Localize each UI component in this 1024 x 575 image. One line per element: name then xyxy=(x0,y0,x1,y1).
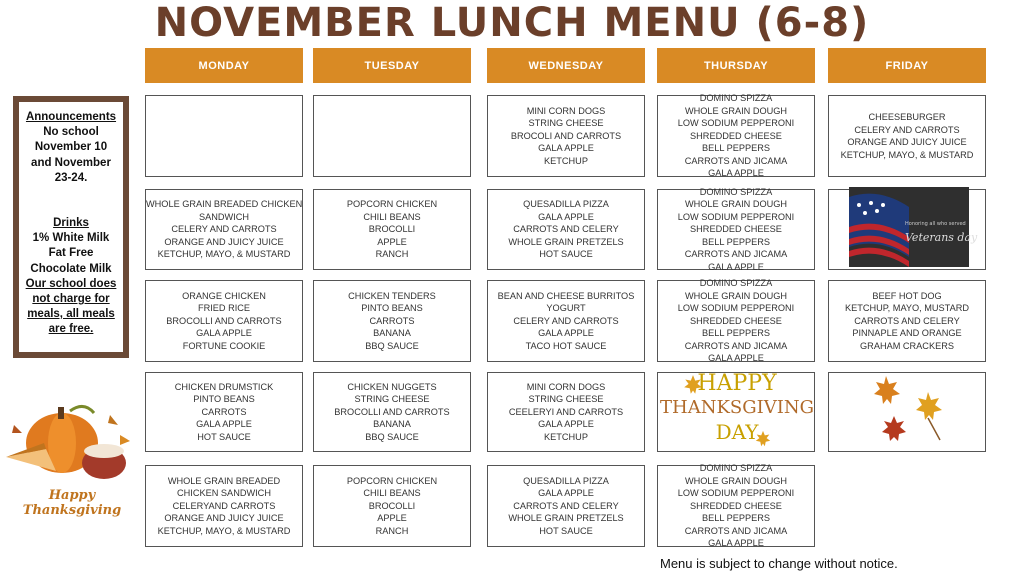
menu-item: KETCHUP xyxy=(544,155,588,166)
menu-item: CHICKEN TENDERS xyxy=(348,290,436,301)
menu-item: HOT SAUCE xyxy=(539,249,593,260)
menu-item: FRIED RICE xyxy=(197,303,251,314)
menu-item: CHILI BEANS xyxy=(363,211,421,222)
menu-item: CARROTS AND JICAMA xyxy=(684,525,788,536)
menu-cell-week4-mon xyxy=(145,372,303,452)
menu-item: KETCHUP, MAYO, & MUSTARD xyxy=(157,249,291,260)
menu-cell-week5-tue xyxy=(313,465,471,547)
menu-item: BEAN AND CHEESE BURRITOS xyxy=(497,290,635,301)
maple-leaf-icon xyxy=(682,374,704,396)
tg-day: DAY xyxy=(715,420,759,444)
menu-cell-week1-mon xyxy=(145,95,303,177)
menu-item: CARROTS AND JICAMA xyxy=(684,249,788,260)
menu-item: RANCH xyxy=(375,249,409,260)
menu-item: WHOLE GRAIN DOUGH xyxy=(684,199,788,210)
menu-item: KETCHUP xyxy=(544,431,588,442)
menu-item: DOMINO SPIZZA xyxy=(699,278,773,289)
menu-item: YOGURT xyxy=(546,303,586,314)
menu-item: WHOLE GRAIN DOUGH xyxy=(684,105,788,116)
free-meals-line: meals, all meals xyxy=(27,308,115,321)
menu-item: TACO HOT SAUCE xyxy=(525,340,607,351)
menu-item: CHICKEN NUGGETS xyxy=(347,381,437,392)
menu-item: RANCH xyxy=(375,525,409,536)
day-header-wednesday: WEDNESDAY xyxy=(487,48,645,83)
menu-item: BROCOLLI xyxy=(368,224,416,235)
drink-item: 1% White Milk xyxy=(32,232,110,245)
menu-item: BROCOLLI AND CARROTS xyxy=(334,406,450,417)
veterans-day-text: Veterans day xyxy=(905,231,978,244)
menu-item: GALA APPLE xyxy=(708,538,764,549)
happy-thanksgiving-script: Happy Thanksgiving xyxy=(22,488,122,518)
menu-item: CEELERYI AND CARROTS xyxy=(508,406,624,417)
menu-item: BELL PEPPERS xyxy=(701,236,771,247)
menu-item: CARROTS xyxy=(201,406,247,417)
menu-item: CARROTS AND CELERY xyxy=(854,315,960,326)
menu-item: GALA APPLE xyxy=(538,419,594,430)
menu-item: BELL PEPPERS xyxy=(701,328,771,339)
menu-item: HOT SAUCE xyxy=(197,431,251,442)
menu-item: GRAHAM CRACKERS xyxy=(860,340,954,351)
menu-item: CHEESEBURGER xyxy=(868,112,946,122)
menu-item: CARROTS AND CELERY xyxy=(513,500,619,511)
menu-cell-week3-tue xyxy=(313,280,471,362)
thanksgiving-decoration-image xyxy=(0,395,140,490)
menu-cell-week1-fri xyxy=(828,95,986,177)
menu-item: CHILI BEANS xyxy=(363,488,421,499)
menu-item: BELL PEPPERS xyxy=(701,143,771,154)
menu-item: BBQ SAUCE xyxy=(365,431,419,442)
menu-item: BANANA xyxy=(373,419,411,430)
menu-item: ORANGE AND JUICY JUICE xyxy=(164,236,284,247)
day-header-friday: FRIDAY xyxy=(828,48,986,83)
autumn-leaves-image xyxy=(866,374,956,450)
announce-line: No school xyxy=(43,126,99,139)
menu-item: WHOLE GRAIN DOUGH xyxy=(684,290,788,301)
menu-cell-week4-tue xyxy=(313,372,471,452)
menu-item: QUESADILLA PIZZA xyxy=(523,475,609,486)
free-meals-line: Our school does xyxy=(25,277,117,290)
menu-item: ORANGE AND JUICY JUICE xyxy=(847,137,967,147)
menu-item: CARROTS xyxy=(369,315,415,326)
menu-item: WHOLE GRAIN PRETZELS xyxy=(508,236,624,247)
announce-line: November 10 xyxy=(34,141,108,154)
menu-item: LOW SODIUM PEPPERONI xyxy=(677,488,795,499)
menu-cell-week1-thu xyxy=(657,95,815,177)
menu-item: CELERY AND CARROTS xyxy=(513,315,619,326)
menu-item: QUESADILLA PIZZA xyxy=(523,199,609,210)
announcements-box xyxy=(13,96,129,358)
tg-happy: HAPPY xyxy=(697,371,777,396)
menu-item: PINTO BEANS xyxy=(193,394,255,405)
menu-item: MINI CORN DOGS xyxy=(526,381,606,392)
menu-item: CELERY AND CARROTS xyxy=(854,124,960,135)
announcements-heading: Announcements xyxy=(25,111,117,123)
menu-item: KETCHUP, MAYO, MUSTARD xyxy=(844,303,970,314)
menu-item: GALA APPLE xyxy=(538,328,594,339)
menu-cell-week3-mon xyxy=(145,280,303,362)
menu-item: WHOLE GRAIN DOUGH xyxy=(684,475,788,486)
menu-item: SHREDDED CHEESE xyxy=(690,315,782,326)
menu-item: GALA APPLE xyxy=(708,168,764,179)
menu-item: WHOLE GRAIN BREADED xyxy=(167,475,281,486)
menu-item: PINNAPLE AND ORANGE xyxy=(852,328,962,339)
menu-item: LOW SODIUM PEPPERONI xyxy=(677,118,795,129)
menu-item: BBQ SAUCE xyxy=(365,340,419,351)
menu-cell-week2-mon xyxy=(145,189,303,270)
menu-item: BROCOLLI xyxy=(368,500,416,511)
menu-cell-week2-thu xyxy=(657,186,815,272)
menu-item: STRING CHEESE xyxy=(354,394,430,405)
day-header-thursday: THURSDAY xyxy=(657,48,815,83)
menu-item: CARROTS AND JICAMA xyxy=(684,340,788,351)
day-header-monday: MONDAY xyxy=(145,48,303,83)
day-header-tuesday: TUESDAY xyxy=(313,48,471,83)
menu-item: KETCHUP, MAYO, & MUSTARD xyxy=(157,525,291,536)
menu-item: DOMINO SPIZZA xyxy=(699,463,773,474)
menu-item: WHOLE GRAIN BREADED CHICKEN xyxy=(146,199,303,210)
menu-item: MINI CORN DOGS xyxy=(526,105,606,116)
menu-item: BELL PEPPERS xyxy=(701,513,771,524)
menu-cell-week1-wed xyxy=(487,95,645,177)
us-flag-icon xyxy=(849,187,969,267)
menu-item: GALA APPLE xyxy=(196,419,252,430)
menu-item: BEEF HOT DOG xyxy=(872,290,942,301)
menu-item: PINTO BEANS xyxy=(361,303,423,314)
menu-item: STRING CHEESE xyxy=(528,394,604,405)
menu-item: SHREDDED CHEESE xyxy=(690,224,782,235)
drinks-heading: Drinks xyxy=(53,217,89,230)
free-meals-line: are free. xyxy=(48,323,94,336)
menu-item: GALA APPLE xyxy=(708,353,764,364)
menu-item: KETCHUP, MAYO, & MUSTARD xyxy=(840,149,974,160)
drink-item: Chocolate Milk xyxy=(30,262,112,275)
menu-item: BROCOLI AND CARROTS xyxy=(510,130,622,141)
menu-item: APPLE xyxy=(377,236,407,247)
maple-leaf-icon xyxy=(754,430,772,448)
menu-cell-week3-fri xyxy=(828,280,986,362)
menu-item: DOMINO SPIZZA xyxy=(699,93,773,104)
menu-item: GALA APPLE xyxy=(196,328,252,339)
free-meals-line: not charge for xyxy=(32,293,110,306)
menu-item: WHOLE GRAIN PRETZELS xyxy=(508,513,624,524)
menu-item: DOMINO SPIZZA xyxy=(699,186,773,197)
menu-item: CHICKEN DRUMSTICK xyxy=(174,381,274,392)
happy-thanksgiving-card xyxy=(658,372,816,452)
menu-item: CELERYAND CARROTS xyxy=(172,500,276,511)
menu-cell-week5-thu xyxy=(657,465,815,547)
veterans-day-image xyxy=(849,187,978,267)
menu-item: STRING CHEESE xyxy=(528,118,604,129)
announce-line: 23-24. xyxy=(54,171,88,184)
menu-cell-week5-wed xyxy=(487,465,645,547)
page-title: NOVEMBER LUNCH MENU (6-8) xyxy=(154,0,870,46)
menu-item: ORANGE AND JUICY JUICE xyxy=(164,513,284,524)
menu-cell-week4-wed xyxy=(487,372,645,452)
menu-item: CELERY AND CARROTS xyxy=(171,224,277,235)
menu-item: SANDWICH xyxy=(198,211,250,222)
announce-line: and November xyxy=(31,156,111,169)
menu-item: BROCOLLI AND CARROTS xyxy=(166,315,282,326)
menu-item: SHREDDED CHEESE xyxy=(690,500,782,511)
menu-item: HOT SAUCE xyxy=(539,525,593,536)
notice-text: Menu is subject to change without notice. xyxy=(660,556,898,571)
menu-item: POPCORN CHICKEN xyxy=(346,199,438,210)
menu-cell-week5-mon xyxy=(145,465,303,547)
menu-item: CHICKEN SANDWICH xyxy=(177,488,271,499)
menu-item: LOW SODIUM PEPPERONI xyxy=(677,303,795,314)
menu-cell-week2-tue xyxy=(313,189,471,270)
menu-item: BANANA xyxy=(373,328,411,339)
menu-cell-week3-thu xyxy=(657,280,815,362)
drink-item: Fat Free xyxy=(48,247,94,260)
menu-cell-week2-wed xyxy=(487,189,645,270)
menu-cell-week3-wed xyxy=(487,280,645,362)
menu-item: SHREDDED CHEESE xyxy=(690,130,782,141)
veterans-small-text: Honoring all who served xyxy=(905,221,966,227)
menu-item: ORANGE CHICKEN xyxy=(182,290,266,301)
menu-item: APPLE xyxy=(377,513,407,524)
menu-item: GALA APPLE xyxy=(538,488,594,499)
menu-item: GALA APPLE xyxy=(538,143,594,154)
menu-item: CARROTS AND CELERY xyxy=(513,224,619,235)
menu-item: POPCORN CHICKEN xyxy=(346,475,438,486)
menu-item: FORTUNE COOKIE xyxy=(182,340,266,351)
menu-item: GALA APPLE xyxy=(538,211,594,222)
menu-item: CARROTS AND JICAMA xyxy=(684,155,788,166)
menu-item: GALA APPLE xyxy=(708,261,764,272)
tg-thanksgiving: THANKSGIVING xyxy=(660,397,814,418)
menu-cell-week1-tue xyxy=(313,95,471,177)
menu-item: LOW SODIUM PEPPERONI xyxy=(677,211,795,222)
